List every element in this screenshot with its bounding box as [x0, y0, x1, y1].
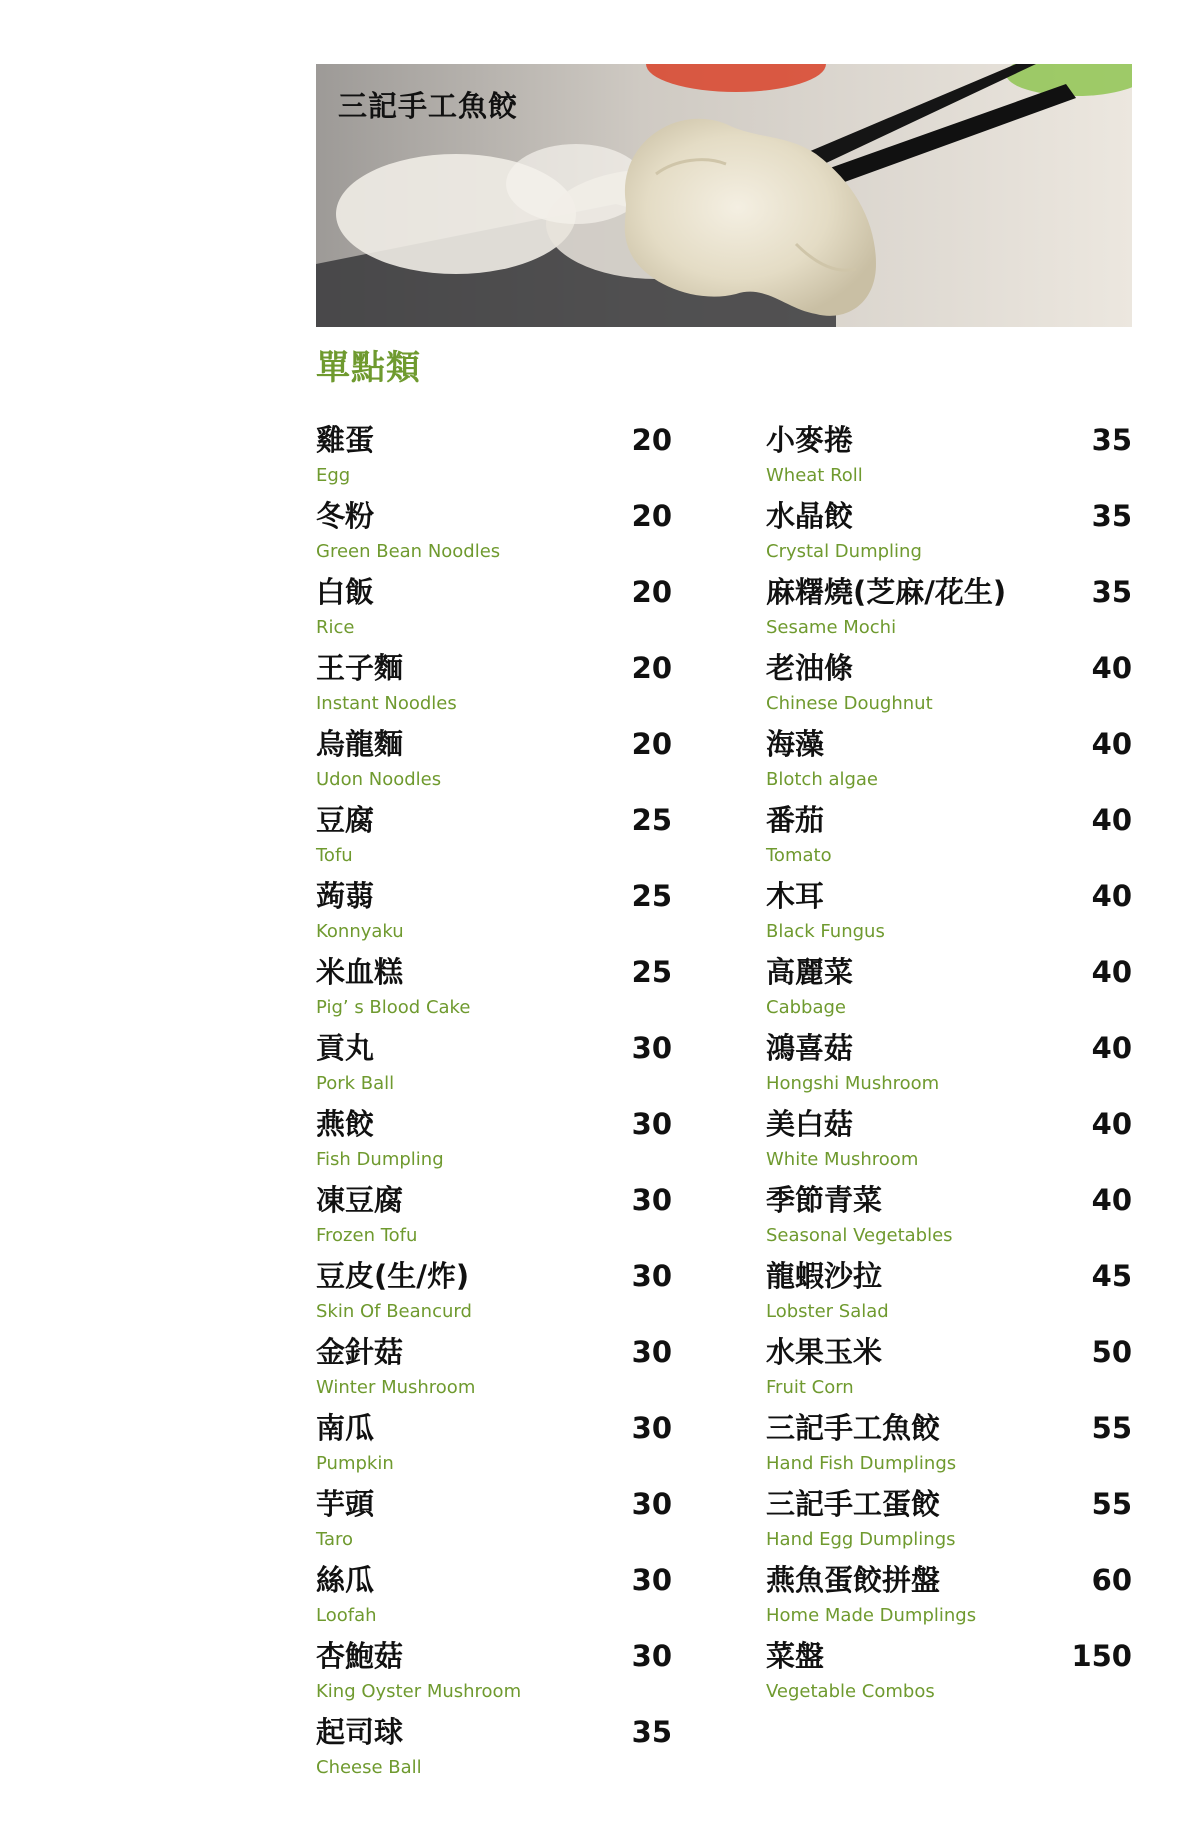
- menu-item-english-name: Black Fungus: [766, 921, 885, 942]
- menu-item-english-name: Vegetable Combos: [766, 1681, 935, 1702]
- menu-item-english-name: Wheat Roll: [766, 465, 863, 486]
- menu-item-price: 20: [631, 727, 672, 761]
- menu-item-english-name: Udon Noodles: [316, 769, 442, 790]
- menu-item-english-name: Pig’ s Blood Cake: [316, 997, 471, 1018]
- menu-item-price: 30: [631, 1563, 672, 1597]
- menu-item-price: 20: [631, 423, 672, 457]
- menu-item: [316, 1332, 672, 1408]
- menu-item-name: 王子麵: [316, 651, 404, 685]
- menu-item-price: 30: [631, 1107, 672, 1141]
- menu-item-price: 35: [631, 1715, 672, 1749]
- menu-item-price: 40: [1091, 1031, 1132, 1065]
- menu-item-price: 60: [1091, 1563, 1132, 1597]
- menu-item-price: 55: [1091, 1487, 1132, 1521]
- menu-item-english-name: Hongshi Mushroom: [766, 1073, 940, 1094]
- menu-item: [766, 876, 1132, 952]
- menu-item-name: 雞蛋: [316, 423, 375, 457]
- menu-item-name: 起司球: [316, 1715, 404, 1749]
- menu-item: [316, 800, 672, 876]
- menu-item-name: 豆腐: [316, 803, 375, 837]
- menu-item: [766, 420, 1132, 496]
- menu-item-name: 菜盤: [766, 1639, 825, 1673]
- menu-item-price: 20: [631, 499, 672, 533]
- menu-item-price: 25: [631, 955, 672, 989]
- menu-item-name: 烏龍麵: [316, 727, 404, 761]
- menu-item-english-name: King Oyster Mushroom: [316, 1681, 522, 1702]
- menu-item-name: 絲瓜: [316, 1563, 375, 1597]
- menu-item-name: 三記手工蛋餃: [766, 1487, 941, 1521]
- menu-item: [766, 1104, 1132, 1180]
- menu-item-english-name: Tomato: [766, 845, 832, 866]
- menu-item-name: 燕魚蛋餃拼盤: [766, 1563, 941, 1597]
- menu-item-english-name: Winter Mushroom: [316, 1377, 476, 1398]
- menu-item-name: 水果玉米: [766, 1335, 883, 1369]
- menu-item-name: 老油條: [766, 651, 854, 685]
- menu-item-english-name: Crystal Dumpling: [766, 541, 922, 562]
- menu-item-name: 高麗菜: [766, 955, 854, 989]
- menu-item: [316, 1560, 672, 1636]
- menu-item-name: 番茄: [766, 803, 825, 837]
- menu-item: [316, 648, 672, 724]
- menu-item: [766, 1332, 1132, 1408]
- menu-item-name: 冬粉: [316, 499, 375, 533]
- menu-item-english-name: Green Bean Noodles: [316, 541, 501, 562]
- menu-item-english-name: Home Made Dumplings: [766, 1605, 977, 1626]
- menu-item-price: 20: [631, 651, 672, 685]
- menu-item: [316, 1028, 672, 1104]
- menu-item-name: 米血糕: [316, 955, 404, 989]
- menu-item-price: 30: [631, 1335, 672, 1369]
- menu-item: [316, 1636, 672, 1712]
- menu-item: [316, 1104, 672, 1180]
- menu-item-english-name: Hand Fish Dumplings: [766, 1453, 957, 1474]
- menu-item-price: 40: [1091, 803, 1132, 837]
- menu-item-english-name: Konnyaku: [316, 921, 404, 942]
- menu-item-price: 20: [631, 575, 672, 609]
- menu-item-name: 木耳: [766, 879, 825, 913]
- menu-item-price: 40: [1091, 1107, 1132, 1141]
- menu-item-price: 30: [631, 1031, 672, 1065]
- menu-item-price: 30: [631, 1639, 672, 1673]
- menu-item-english-name: Pork Ball: [316, 1073, 395, 1094]
- menu-item-english-name: Fruit Corn: [766, 1377, 854, 1398]
- menu-item-name: 小麥捲: [766, 423, 854, 457]
- menu-item: [316, 496, 672, 572]
- menu-item-name: 芋頭: [316, 1487, 375, 1521]
- menu-item-english-name: Fish Dumpling: [316, 1149, 444, 1170]
- menu-item-price: 40: [1091, 1183, 1132, 1217]
- menu-item-price: 50: [1091, 1335, 1132, 1369]
- menu-item-name: 杏鮑菇: [316, 1639, 404, 1673]
- menu-item-name: 三記手工魚餃: [766, 1411, 941, 1445]
- menu-item-name: 貢丸: [316, 1031, 375, 1065]
- menu-item-price: 25: [631, 879, 672, 913]
- menu-item: [766, 1408, 1132, 1484]
- menu-item: [766, 1560, 1132, 1636]
- menu-item-english-name: Frozen Tofu: [316, 1225, 418, 1246]
- menu-item-english-name: Instant Noodles: [316, 693, 457, 714]
- menu-item-price: 30: [631, 1487, 672, 1521]
- menu-item-name: 豆皮(生/炸): [316, 1259, 470, 1293]
- menu-item-name: 燕餃: [316, 1107, 375, 1141]
- menu-item: [316, 572, 672, 648]
- menu-item-english-name: Loofah: [316, 1605, 377, 1626]
- menu-item: [316, 420, 672, 496]
- menu-item-price: 40: [1091, 955, 1132, 989]
- menu-item: [766, 1484, 1132, 1560]
- menu-item-english-name: Taro: [316, 1529, 354, 1550]
- menu-item: [316, 1484, 672, 1560]
- menu-item: [766, 724, 1132, 800]
- menu-item-english-name: Pumpkin: [316, 1453, 394, 1474]
- menu-item-name: 龍蝦沙拉: [766, 1259, 883, 1293]
- menu-item-english-name: Hand Egg Dumplings: [766, 1529, 956, 1550]
- menu-item: [766, 496, 1132, 572]
- menu-item-english-name: Lobster Salad: [766, 1301, 889, 1322]
- menu-item-name: 凍豆腐: [316, 1183, 404, 1217]
- menu-item-english-name: Chinese Doughnut: [766, 693, 933, 714]
- menu-item: [766, 1256, 1132, 1332]
- section-title: 單點類: [316, 348, 421, 388]
- menu-item: [316, 724, 672, 800]
- menu-item-name: 鴻喜菇: [766, 1031, 854, 1065]
- menu-item-price: 35: [1091, 499, 1132, 533]
- menu-column-right: [766, 420, 1132, 1712]
- hero-banner: [316, 64, 1132, 327]
- menu-item: [766, 1180, 1132, 1256]
- menu-item-price: 55: [1091, 1411, 1132, 1445]
- menu-item-name: 季節青菜: [766, 1183, 883, 1217]
- menu-item-english-name: Cabbage: [766, 997, 846, 1018]
- menu-item-name: 海藻: [766, 727, 825, 761]
- menu-item-english-name: Seasonal Vegetables: [766, 1225, 953, 1246]
- menu-item-english-name: Blotch algae: [766, 769, 879, 790]
- menu-item-english-name: White Mushroom: [766, 1149, 919, 1170]
- menu-item-price: 25: [631, 803, 672, 837]
- menu-item-name: 水晶餃: [766, 499, 854, 533]
- menu-item-english-name: Skin Of Beancurd: [316, 1301, 472, 1322]
- menu-item-english-name: Rice: [316, 617, 355, 638]
- menu-item-price: 45: [1091, 1259, 1132, 1293]
- menu-item: [766, 648, 1132, 724]
- menu-item-name: 蒟蒻: [316, 879, 375, 913]
- menu-item-price: 30: [631, 1183, 672, 1217]
- menu-item-price: 30: [631, 1259, 672, 1293]
- menu-column-left: [316, 420, 672, 1788]
- menu-item: [766, 572, 1132, 648]
- menu-item-price: 150: [1071, 1639, 1132, 1673]
- menu-item: [316, 1256, 672, 1332]
- menu-item: [766, 800, 1132, 876]
- menu-item-name: 美白菇: [766, 1107, 854, 1141]
- menu-item-english-name: Cheese Ball: [316, 1757, 422, 1778]
- menu-item-price: 35: [1091, 423, 1132, 457]
- menu-item: [316, 1712, 672, 1788]
- menu-item: [316, 876, 672, 952]
- menu-item-english-name: Sesame Mochi: [766, 617, 897, 638]
- hero-title: 三記手工魚餃: [338, 89, 519, 123]
- menu-item-name: 白飯: [316, 575, 375, 609]
- menu-item-price: 40: [1091, 879, 1132, 913]
- menu-item-name: 金針菇: [316, 1335, 404, 1369]
- menu-item: [316, 1408, 672, 1484]
- menu-item-price: 40: [1091, 727, 1132, 761]
- menu-item-english-name: Tofu: [316, 845, 353, 866]
- menu-item-price: 30: [631, 1411, 672, 1445]
- menu-item: [766, 952, 1132, 1028]
- menu-item-price: 40: [1091, 651, 1132, 685]
- menu-item-name: 麻糬燒(芝麻/花生): [766, 575, 1007, 609]
- menu-item-english-name: Egg: [316, 465, 351, 486]
- menu-item: [316, 952, 672, 1028]
- menu-item: [316, 1180, 672, 1256]
- menu-item: [766, 1636, 1132, 1712]
- menu-item: [766, 1028, 1132, 1104]
- menu-item-name: 南瓜: [316, 1411, 375, 1445]
- menu-item-price: 35: [1091, 575, 1132, 609]
